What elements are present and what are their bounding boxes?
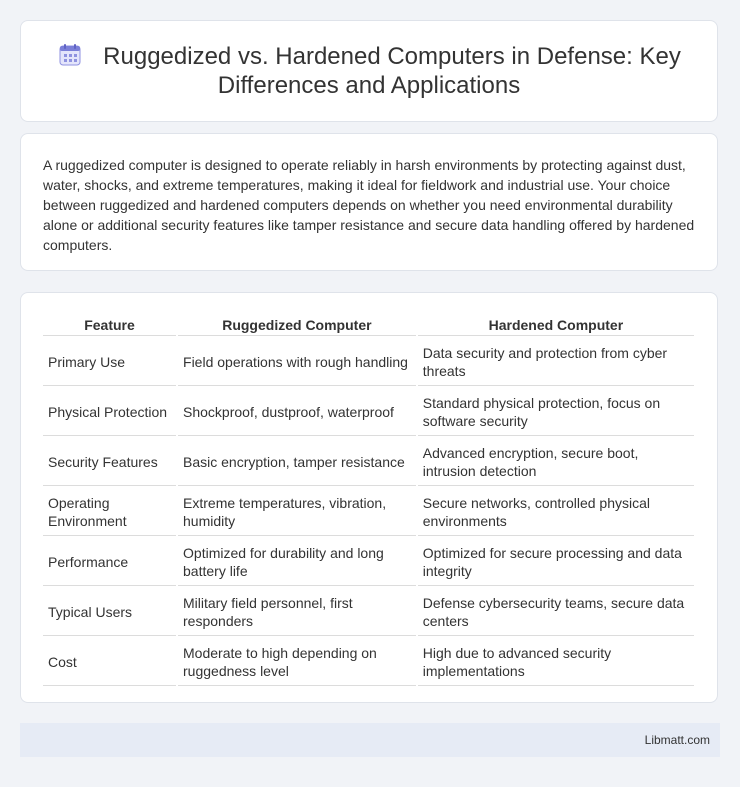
ruggedized-cell: Basic encryption, tamper resistance	[178, 438, 416, 486]
hardened-cell: Optimized for secure processing and data integrity	[418, 538, 694, 586]
table-header-row	[43, 313, 694, 336]
table-row	[43, 538, 694, 586]
header-hardened: Hardened Computer	[418, 313, 694, 336]
table-row	[43, 588, 694, 636]
table-row	[43, 638, 694, 686]
feature-cell: Primary Use	[43, 338, 176, 386]
hardened-cell: Secure networks, controlled physical environments	[418, 488, 694, 536]
footer-site-link[interactable]: Libmatt.com	[644, 733, 710, 747]
title-card	[20, 20, 718, 122]
feature-cell: Operating Environment	[43, 488, 176, 536]
ruggedized-cell: Optimized for durability and long battery life	[178, 538, 416, 586]
feature-cell: Cost	[43, 638, 176, 686]
intro-paragraph: A ruggedized computer is designed to operate reliably in harsh environments by protecting against dust, water, shocks, and extreme temperatures, making it ideal for fieldwork and industrial use. Your choice between ruggedized and hardened computers depends on whether you need environmental durability alone or additional security features like tamper resistance and secure data handling offered by hardened computers.	[43, 157, 695, 253]
ruggedized-cell: Military field personnel, first responders	[178, 588, 416, 636]
hardened-cell: Standard physical protection, focus on software security	[418, 388, 694, 436]
comparison-table	[41, 311, 696, 688]
table-row	[43, 438, 694, 486]
feature-cell: Security Features	[43, 438, 176, 486]
feature-cell: Performance	[43, 538, 176, 586]
ruggedized-cell: Shockproof, dustproof, waterproof	[178, 388, 416, 436]
header-feature: Feature	[43, 313, 176, 336]
table-row	[43, 388, 694, 436]
table-row	[43, 338, 694, 386]
feature-cell: Physical Protection	[43, 388, 176, 436]
intro-card	[20, 133, 718, 271]
comparison-card	[20, 292, 718, 703]
feature-cell: Typical Users	[43, 588, 176, 636]
header-ruggedized: Ruggedized Computer	[178, 313, 416, 336]
hardened-cell: High due to advanced security implementations	[418, 638, 694, 686]
table-row	[43, 488, 694, 536]
page-title: Ruggedized vs. Hardened Computers in Defense: Key Differences and Applications	[103, 43, 681, 99]
footer	[20, 723, 720, 757]
calendar-icon	[57, 42, 83, 68]
page-title-wrap	[51, 42, 687, 100]
hardened-cell: Advanced encryption, secure boot, intrusion detection	[418, 438, 694, 486]
hardened-cell: Data security and protection from cyber threats	[418, 338, 694, 386]
hardened-cell: Defense cybersecurity teams, secure data centers	[418, 588, 694, 636]
ruggedized-cell: Extreme temperatures, vibration, humidity	[178, 488, 416, 536]
ruggedized-cell: Moderate to high depending on ruggedness level	[178, 638, 416, 686]
ruggedized-cell: Field operations with rough handling	[178, 338, 416, 386]
